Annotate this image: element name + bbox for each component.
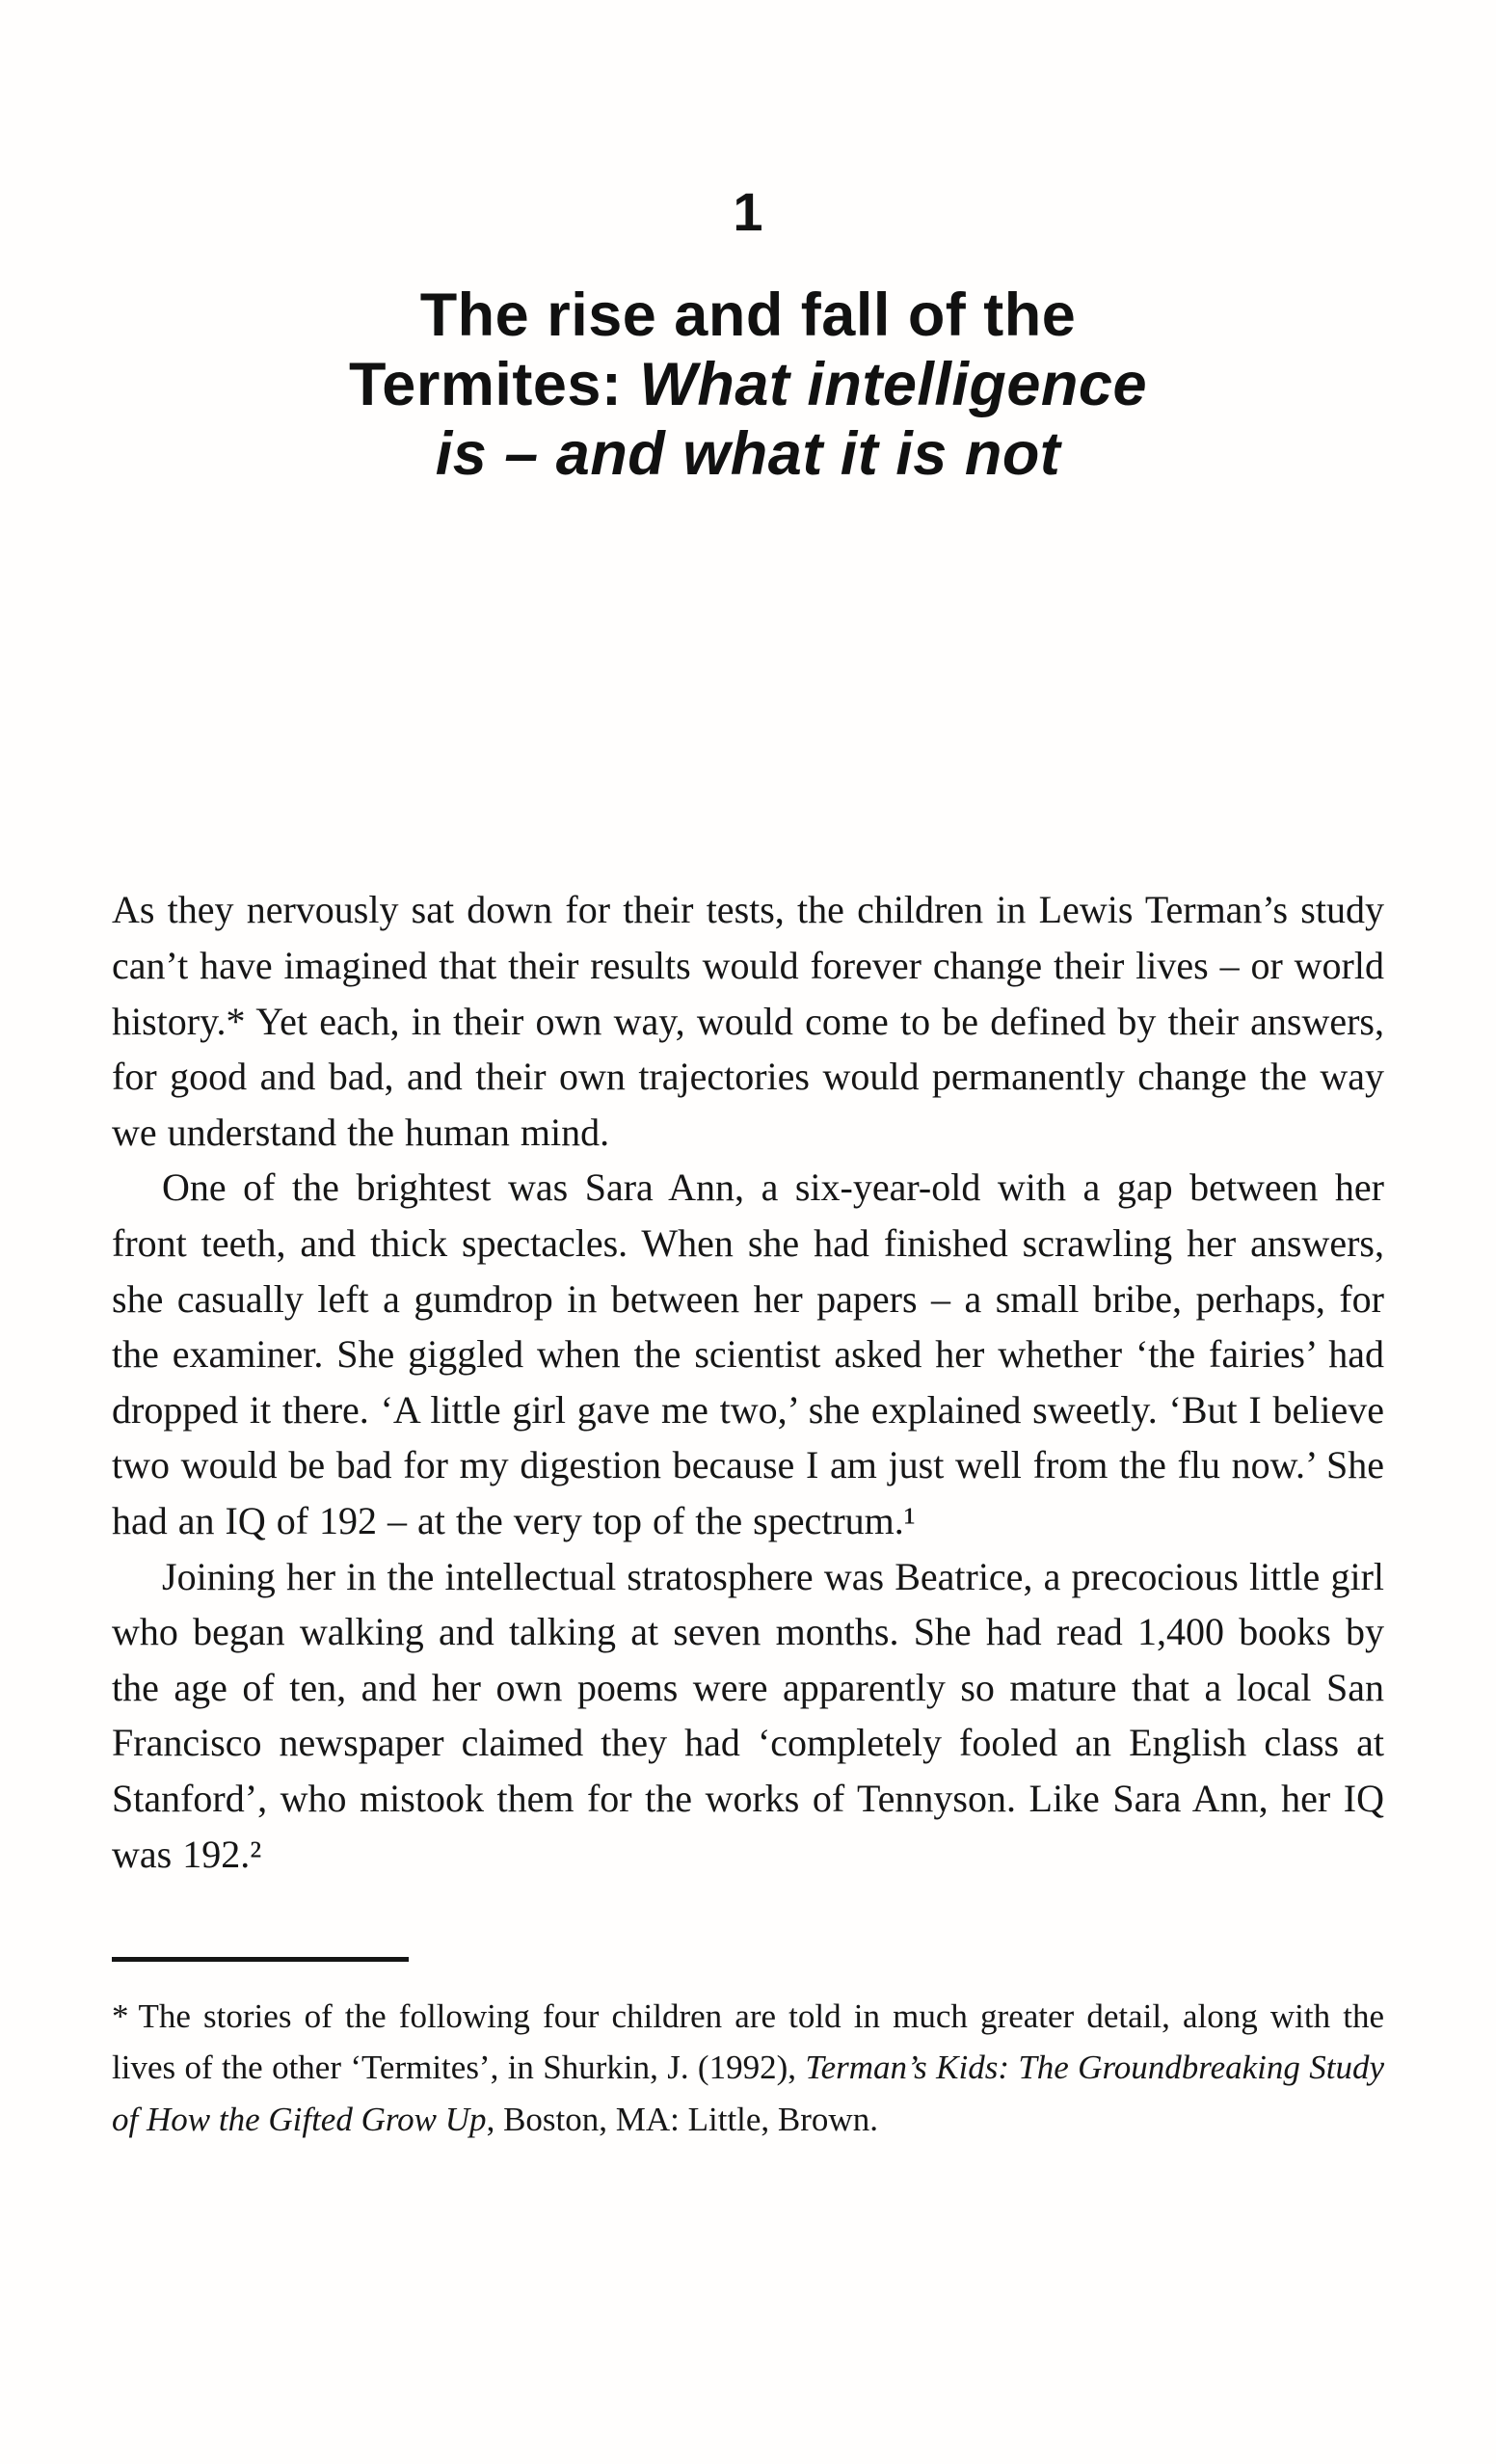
chapter-number: 1 [733,181,763,242]
footnote-text-2: , Boston, MA: Little, Brown. [486,2100,878,2138]
paragraph-1: As they nervously sat down for their tests, the children in Lewis Terman’s study can’t have imagined that their results would forever change their lives – or world history.* Yet each, in their own way, would come to be defined by their answers, for good and bad, and their own trajectories would permanently change the way we understand the human mind. [112,888,1384,1154]
paragraph-2: One of the brightest was Sara Ann, a six-year-old with a gap between her front teeth, and thick spectacles. When she had finished scrawling her answers, she casually left a gumdrop in between her papers – a small bribe, perhaps, for the examiner. She giggled when the scientist asked her whether ‘the fairies’ had dropped it there. ‘A little girl gave me two,’ she explained sweetly. ‘But I believe two would be bad for my digestion because I am just well from the flu now.’ She had an IQ of 192 – at the very top of the spectrum.¹ [112,1165,1384,1542]
chapter-title-regular: Termites: [349,350,640,418]
paragraph-3: Joining her in the intellectual stratosphere was Beatrice, a precocious little girl who began walking and talking at seven months. She had read 1,400 books by the age of ten, and her own poems were apparently so mature that a local San Francisco newspaper claimed they had ‘completely fooled an English class at Stanford’, who mistook them for the works of Tennyson. Like Sara Ann, her IQ was 192.² [112,1554,1384,1876]
chapter-title-line-1 [112,281,1384,351]
chapter-title [112,281,1384,489]
chapter-title-line-2 [112,351,1384,420]
footnote-divider [112,1957,409,1962]
chapter-title-line-3 [112,420,1384,490]
footnote-text-1: The stories of the following four children are told in much greater detail, along with the lives of the other ‘Termites’, in Shurkin, J. (1992), [112,1997,1384,2087]
footnote-marker: * [112,1997,129,2036]
chapter-title-italic-1: What intelligence [639,350,1147,418]
chapter-title-text-1: The rise and fall of the [419,281,1077,349]
body-text [112,882,1384,1882]
footnote [112,1991,1384,2145]
footnote-book-title: Terman’s Kids: The Groundbreaking Study of How the Gifted Grow Up [112,2049,1385,2138]
chapter-title-italic-2: is – and what it is not [435,419,1061,488]
